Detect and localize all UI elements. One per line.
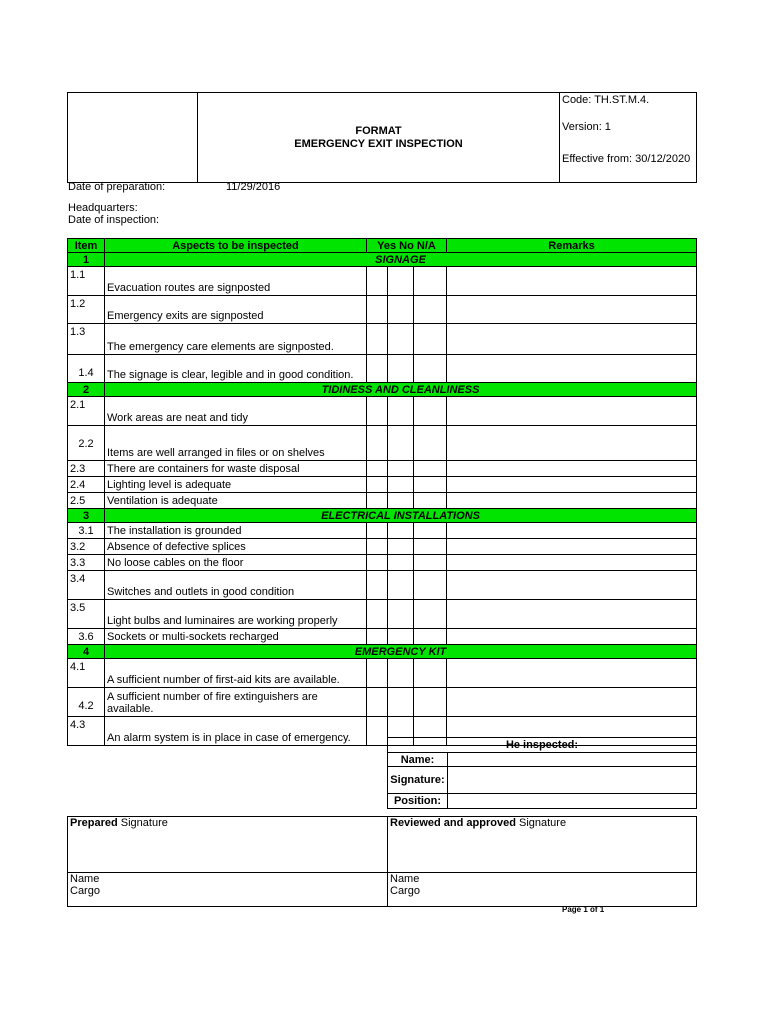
inspector-name-field[interactable] <box>448 753 697 767</box>
no-cell[interactable] <box>388 324 414 355</box>
remarks-cell[interactable] <box>447 296 697 324</box>
na-cell[interactable] <box>414 355 447 383</box>
table-row <box>68 688 697 717</box>
yes-cell[interactable] <box>367 477 388 493</box>
no-cell[interactable] <box>388 629 414 645</box>
remarks-cell[interactable] <box>447 688 697 717</box>
yes-cell[interactable] <box>367 426 388 461</box>
na-cell[interactable] <box>414 461 447 477</box>
doc-code: Code: TH.ST.M.4. <box>562 94 650 106</box>
yes-cell[interactable] <box>367 571 388 600</box>
table-row <box>68 461 697 477</box>
reviewed-cargo-label: Cargo <box>390 885 420 897</box>
item-number: 3.6 <box>68 629 105 645</box>
yes-cell[interactable] <box>367 555 388 571</box>
table-row <box>68 426 697 461</box>
item-aspect: Items are well arranged in files or on shelves <box>105 426 367 461</box>
section-title: ELECTRICAL INSTALLATIONS <box>105 509 697 523</box>
table-row <box>68 659 697 688</box>
item-aspect: Work areas are neat and tidy <box>105 397 367 426</box>
remarks-cell[interactable] <box>447 493 697 509</box>
no-cell[interactable] <box>388 600 414 629</box>
table-row <box>68 555 697 571</box>
table-row <box>68 600 697 629</box>
remarks-cell[interactable] <box>447 461 697 477</box>
table-row <box>68 629 697 645</box>
remarks-cell[interactable] <box>447 539 697 555</box>
item-aspect: Ventilation is adequate <box>105 493 367 509</box>
table-row <box>68 493 697 509</box>
na-cell[interactable] <box>414 426 447 461</box>
no-cell[interactable] <box>388 397 414 426</box>
item-aspect: Sockets or multi-sockets recharged <box>105 629 367 645</box>
section-row <box>68 645 697 659</box>
prepared-name-label: Name <box>70 873 100 885</box>
inspector-position-field[interactable] <box>448 794 697 809</box>
logo-cell <box>68 93 198 183</box>
prepared-signature-label: Signature <box>117 817 168 829</box>
item-number: 3.4 <box>68 571 105 600</box>
yes-cell[interactable] <box>367 659 388 688</box>
no-cell[interactable] <box>388 523 414 539</box>
na-cell[interactable] <box>414 477 447 493</box>
na-cell[interactable] <box>414 296 447 324</box>
item-aspect: The installation is grounded <box>105 523 367 539</box>
doc-version: Version: 1 <box>562 121 611 133</box>
inspection-table <box>67 238 697 746</box>
item-aspect: Absence of defective splices <box>105 539 367 555</box>
section-row <box>68 383 697 397</box>
yes-cell[interactable] <box>367 688 388 717</box>
item-number: 1.3 <box>68 324 105 355</box>
item-aspect: A sufficient number of first-aid kits are available. <box>105 659 367 688</box>
na-cell[interactable] <box>414 267 447 296</box>
na-cell[interactable] <box>414 493 447 509</box>
section-number: 1 <box>68 253 105 267</box>
no-cell[interactable] <box>388 539 414 555</box>
item-number: 2.3 <box>68 461 105 477</box>
section-number: 4 <box>68 645 105 659</box>
item-number: 2.4 <box>68 477 105 493</box>
no-cell[interactable] <box>388 477 414 493</box>
item-number: 2.2 <box>68 426 105 461</box>
item-number: 4.2 <box>68 688 105 717</box>
item-aspect: No loose cables on the floor <box>105 555 367 571</box>
yes-cell[interactable] <box>367 355 388 383</box>
reviewed-name-cargo-cell[interactable] <box>388 873 697 907</box>
no-cell[interactable] <box>388 688 414 717</box>
item-aspect: The emergency care elements are signposted. <box>105 324 367 355</box>
prepared-signature-cell[interactable] <box>68 817 388 873</box>
item-number: 4.3 <box>68 717 105 746</box>
item-number: 1.2 <box>68 296 105 324</box>
item-aspect: The signage is clear, legible and in good condition. <box>105 355 367 383</box>
yes-cell[interactable] <box>367 493 388 509</box>
item-aspect: Switches and outlets in good condition <box>105 571 367 600</box>
inspector-title: He inspected: <box>388 738 697 753</box>
col-header-yes-no-na: Yes No N/A <box>367 239 447 253</box>
remarks-cell[interactable] <box>447 659 697 688</box>
inspector-position-label: Position: <box>388 794 448 809</box>
remarks-cell[interactable] <box>447 555 697 571</box>
na-cell[interactable] <box>414 539 447 555</box>
yes-cell[interactable] <box>367 523 388 539</box>
no-cell[interactable] <box>388 426 414 461</box>
na-cell[interactable] <box>414 397 447 426</box>
na-cell[interactable] <box>414 571 447 600</box>
yes-cell[interactable] <box>367 397 388 426</box>
col-header-aspects: Aspects to be inspected <box>105 239 367 253</box>
reviewed-name-label: Name <box>390 873 420 885</box>
inspector-signature-label: Signature: <box>388 767 448 794</box>
prepared-label: Prepared <box>70 817 118 829</box>
na-cell[interactable] <box>414 324 447 355</box>
prepared-name-cargo-cell[interactable] <box>68 873 388 907</box>
yes-cell[interactable] <box>367 296 388 324</box>
inspection-date-label: Date of inspection: <box>68 214 160 226</box>
prep-date-label: Date of preparation: <box>68 181 166 193</box>
item-aspect: An alarm system is in place in case of emergency. <box>105 717 367 746</box>
item-aspect: There are containers for waste disposal <box>105 461 367 477</box>
remarks-cell[interactable] <box>447 523 697 539</box>
na-cell[interactable] <box>414 600 447 629</box>
item-number: 3.3 <box>68 555 105 571</box>
inspector-name-label: Name: <box>388 753 448 767</box>
col-header-item: Item <box>68 239 105 253</box>
item-number: 2.5 <box>68 493 105 509</box>
remarks-cell[interactable] <box>447 426 697 461</box>
item-number: 1.1 <box>68 267 105 296</box>
doc-effective-date: Effective from: 30/12/2020 <box>562 153 691 165</box>
item-aspect: Lighting level is adequate <box>105 477 367 493</box>
item-number: 3.1 <box>68 523 105 539</box>
section-title: TIDINESS AND CLEANLINESS <box>105 383 697 397</box>
table-row <box>68 397 697 426</box>
table-row <box>68 267 697 296</box>
table-row <box>68 324 697 355</box>
col-header-remarks: Remarks <box>447 239 697 253</box>
na-cell[interactable] <box>414 555 447 571</box>
section-number: 3 <box>68 509 105 523</box>
na-cell[interactable] <box>414 629 447 645</box>
yes-cell[interactable] <box>367 324 388 355</box>
prepared-cargo-label: Cargo <box>70 885 100 897</box>
no-cell[interactable] <box>388 571 414 600</box>
yes-cell[interactable] <box>367 629 388 645</box>
inspector-signature-field[interactable] <box>448 767 697 794</box>
item-aspect: Light bulbs and luminaires are working properly <box>105 600 367 629</box>
section-number: 2 <box>68 383 105 397</box>
yes-cell[interactable] <box>367 600 388 629</box>
na-cell[interactable] <box>414 688 447 717</box>
item-number: 4.1 <box>68 659 105 688</box>
table-header-row <box>68 239 697 253</box>
no-cell[interactable] <box>388 267 414 296</box>
item-number: 3.2 <box>68 539 105 555</box>
no-cell[interactable] <box>388 355 414 383</box>
document-header <box>67 92 697 183</box>
yes-cell[interactable] <box>367 539 388 555</box>
remarks-cell[interactable] <box>447 397 697 426</box>
title-line-2: EMERGENCY EXIT INSPECTION <box>294 137 463 150</box>
signoff-table <box>67 816 697 907</box>
table-row <box>68 296 697 324</box>
item-aspect: A sufficient number of fire extinguishers are available. <box>105 688 367 717</box>
item-number: 3.5 <box>68 600 105 629</box>
yes-cell[interactable] <box>367 267 388 296</box>
prep-date-value: 11/29/2016 <box>226 181 281 193</box>
item-aspect: Evacuation routes are signposted <box>105 267 367 296</box>
item-number: 1.4 <box>68 355 105 383</box>
no-cell[interactable] <box>388 659 414 688</box>
no-cell[interactable] <box>388 555 414 571</box>
na-cell[interactable] <box>414 523 447 539</box>
table-row <box>68 477 697 493</box>
table-row <box>68 355 697 383</box>
no-cell[interactable] <box>388 296 414 324</box>
headquarters-label: Headquarters: <box>68 202 138 214</box>
remarks-cell[interactable] <box>447 629 697 645</box>
na-cell[interactable] <box>414 659 447 688</box>
table-row <box>68 523 697 539</box>
no-cell[interactable] <box>388 461 414 477</box>
page-number: Page 1 of 1 <box>562 905 605 914</box>
reviewed-signature-label: Signature <box>515 817 567 829</box>
remarks-cell[interactable] <box>447 600 697 629</box>
reviewed-label: Reviewed and approved <box>390 817 516 829</box>
table-row <box>68 571 697 600</box>
no-cell[interactable] <box>388 493 414 509</box>
section-row <box>68 253 697 267</box>
title-line-1: FORMAT <box>355 124 402 137</box>
yes-cell[interactable] <box>367 461 388 477</box>
table-row <box>68 539 697 555</box>
section-row <box>68 509 697 523</box>
remarks-cell[interactable] <box>447 324 697 355</box>
item-number: 2.1 <box>68 397 105 426</box>
remarks-cell[interactable] <box>447 267 697 296</box>
inspector-box <box>387 737 697 809</box>
document-meta <box>560 93 697 183</box>
item-aspect: Emergency exits are signposted <box>105 296 367 324</box>
section-title: SIGNAGE <box>105 253 697 267</box>
reviewed-signature-cell[interactable] <box>388 817 697 873</box>
remarks-cell[interactable] <box>447 477 697 493</box>
section-title: EMERGENCY KIT <box>105 645 697 659</box>
remarks-cell[interactable] <box>447 571 697 600</box>
document-title <box>198 93 560 183</box>
remarks-cell[interactable] <box>447 355 697 383</box>
yes-cell[interactable] <box>367 717 388 746</box>
